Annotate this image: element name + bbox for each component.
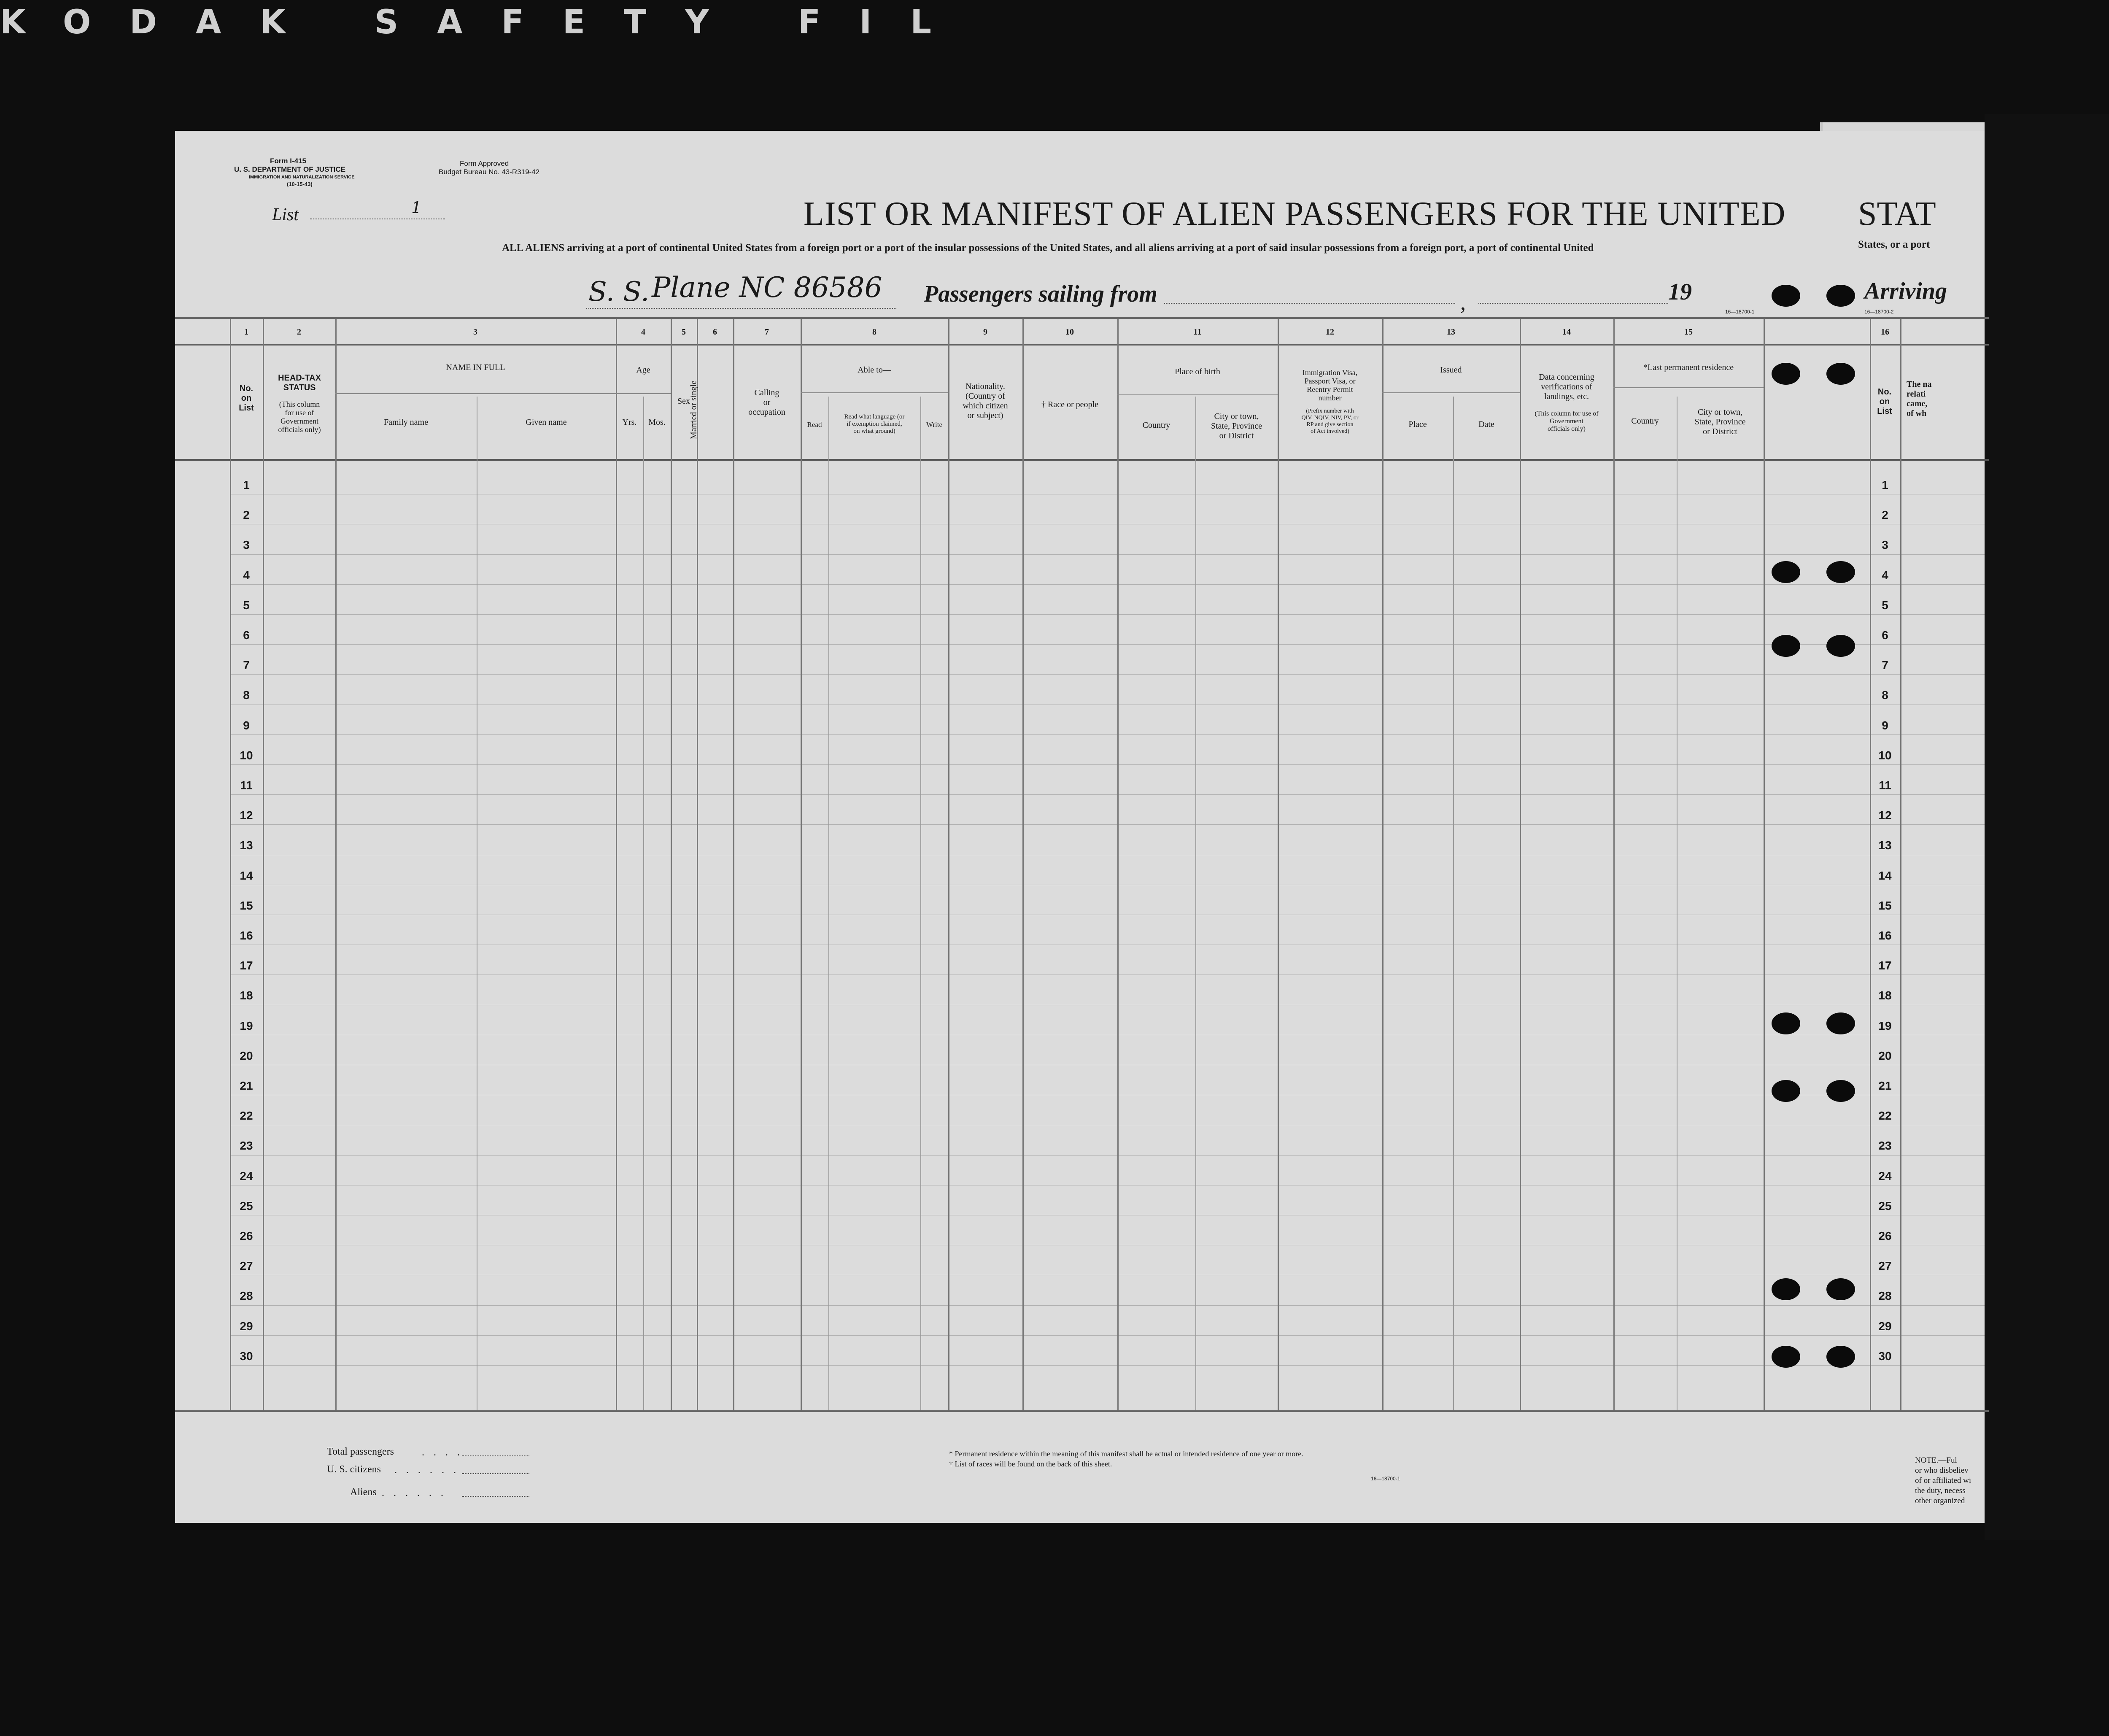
column-number: 6 [713, 327, 717, 337]
row-number: 24 [1878, 1169, 1892, 1183]
punch-hole [1826, 363, 1855, 385]
row-number: 4 [243, 569, 250, 582]
row-number: 16 [240, 929, 253, 942]
row-number: 28 [240, 1289, 253, 1302]
row-number: 29 [1878, 1320, 1892, 1333]
punch-hole [1826, 561, 1855, 583]
column-divider [1117, 319, 1119, 1410]
header-given-name: Given name [526, 418, 567, 427]
subheader-rule [1613, 387, 1764, 388]
manifest-sheet [175, 131, 1989, 1523]
header-age: Age [636, 365, 650, 375]
row-number: 27 [240, 1259, 253, 1272]
subheader-rule [1117, 394, 1278, 395]
punch-hole [1826, 1012, 1855, 1034]
row-rule [230, 734, 1985, 735]
note-right-fragment: NOTE.—Ful or who disbeliev of or affiliated wi the duty, necess other organized [1915, 1456, 1971, 1505]
punch-hole [1772, 285, 1800, 307]
header-able-to: Able to— [858, 365, 891, 375]
row-rule [230, 614, 1985, 615]
header-data-note: (This column for use of Government officials only) [1535, 410, 1599, 432]
sailing-date-line [1478, 303, 1668, 304]
row-number: 8 [243, 688, 250, 702]
header-read-language: Read what language (or if exemption claimed, on what ground) [844, 413, 905, 435]
row-number: 18 [240, 989, 253, 1002]
punch-hole [1826, 1080, 1855, 1102]
row-number: 26 [240, 1229, 253, 1242]
list-label: List [272, 205, 299, 224]
header-race: † Race or people [1041, 400, 1098, 409]
punch-hole [1772, 1012, 1800, 1034]
punch-hole [1772, 561, 1800, 583]
row-number: 22 [240, 1109, 253, 1122]
column-divider [643, 397, 644, 1410]
form-date-code: (10-15-43) [287, 181, 313, 187]
header-name-in-full: NAME IN FULL [446, 363, 505, 372]
footnote-code: 16—18700-1 [1371, 1476, 1400, 1482]
row-rule [230, 764, 1985, 765]
column-number: 2 [297, 327, 301, 337]
row-number: 24 [240, 1169, 253, 1183]
row-number: 13 [1878, 839, 1892, 852]
header-read: Read [807, 421, 822, 429]
column-number: 1 [244, 327, 248, 337]
punch-hole [1826, 285, 1855, 307]
header-birth-country: Country [1142, 421, 1170, 430]
aliens-label: Aliens [350, 1487, 377, 1498]
subheader-rule [801, 392, 948, 393]
header-write: Write [926, 421, 943, 429]
header-issued-date: Date [1478, 420, 1494, 429]
header-nationality: Nationality. (Country of which citizen or subject) [963, 382, 1008, 420]
header-residence-city: City or town, State, Province or District [1694, 408, 1746, 436]
header-data-concerning: Data concerning verifications of landings, etc. [1539, 373, 1594, 401]
page-title-continued: STAT [1858, 195, 1936, 232]
arriving-label: Arriving [1864, 278, 1947, 304]
subtitle-continued: States, or a port [1858, 239, 1930, 250]
row-number: 7 [1882, 659, 1888, 672]
column-number: 11 [1193, 327, 1202, 337]
row-number: 27 [1878, 1259, 1892, 1272]
column-divider [616, 319, 617, 1410]
column-divider [1900, 319, 1901, 1410]
department: U. S. DEPARTMENT OF JUSTICE [234, 165, 346, 173]
aliens-dots: . . . . . . [382, 1488, 447, 1498]
row-number: 10 [1878, 749, 1892, 762]
film-shadow [1985, 114, 2109, 1540]
header-residence-country: Country [1631, 416, 1659, 426]
row-number: 9 [1882, 719, 1888, 732]
column-number: 12 [1326, 327, 1334, 337]
row-number: 21 [240, 1079, 253, 1092]
header-head-tax: HEAD-TAX STATUS [278, 373, 321, 392]
year-label: 19 [1668, 279, 1692, 305]
row-number: 20 [1878, 1049, 1892, 1062]
column-divider [335, 319, 337, 1410]
table-bottom-rule [175, 1410, 1989, 1412]
header-yrs: Yrs. [622, 418, 637, 427]
sailing-port-line [1164, 303, 1455, 304]
column-divider [801, 319, 802, 1410]
vessel-prefix: S. S. [588, 276, 650, 308]
budget-bureau: Budget Bureau No. 43-R319-42 [439, 168, 540, 176]
column-number: 8 [872, 327, 877, 337]
us-citizens-label: U. S. citizens [327, 1464, 381, 1475]
punch-hole [1826, 635, 1855, 657]
vessel-name: Plane NC 86586 [652, 271, 882, 304]
column-divider [733, 319, 734, 1410]
row-number: 15 [1878, 899, 1892, 912]
column-divider [948, 319, 949, 1410]
total-passengers-label: Total passengers [327, 1446, 394, 1457]
column-number: 13 [1447, 327, 1455, 337]
row-number: 9 [243, 719, 250, 732]
column-divider [828, 397, 829, 1410]
header-family-name: Family name [384, 418, 428, 427]
row-number: 17 [1878, 959, 1892, 972]
header-visa: Immigration Visa, Passport Visa, or Reentry Permit number [1302, 368, 1358, 402]
row-number: 6 [243, 629, 250, 642]
punch-hole [1772, 1278, 1800, 1300]
aliens-line[interactable] [462, 1496, 529, 1497]
row-number: 14 [1878, 869, 1892, 882]
row-number: 10 [240, 749, 253, 762]
row-number: 12 [1878, 809, 1892, 822]
row-number: 30 [1878, 1350, 1892, 1363]
row-rule [230, 674, 1985, 675]
punch-hole [1826, 1346, 1855, 1368]
column-number: 9 [983, 327, 987, 337]
column-divider [1278, 319, 1279, 1410]
row-number: 2 [1882, 508, 1888, 521]
row-number: 13 [240, 839, 253, 852]
column-divider [920, 397, 921, 1410]
header-bottom-rule [175, 459, 1989, 461]
punch-hole [1772, 363, 1800, 385]
row-number: 15 [240, 899, 253, 912]
sailing-from-label: Passengers sailing from [924, 281, 1157, 307]
row-number: 20 [240, 1049, 253, 1062]
column-number: 14 [1562, 327, 1571, 337]
subheader-rule [1382, 392, 1520, 393]
header-visa-note: (Prefix number with QIV, NQIV, NIV, PV, or RP and give section of Act involved) [1301, 408, 1359, 435]
row-rule [230, 794, 1985, 795]
us-citizens-line[interactable] [462, 1473, 529, 1474]
film-edge-text: KODAK SAFETY FIL [0, 3, 970, 41]
row-number: 5 [243, 599, 250, 612]
row-number: 11 [240, 779, 253, 792]
row-number: 5 [1882, 599, 1888, 612]
total-passengers-line[interactable] [462, 1455, 529, 1456]
footnote-permanent: * Permanent residence within the meaning of this manifest shall be actual or intended residence of one year or more. [949, 1450, 1303, 1458]
row-number: 4 [1882, 569, 1888, 582]
column-number: 10 [1065, 327, 1074, 337]
column-number: 16 [1881, 327, 1889, 337]
column-divider [1453, 397, 1454, 1410]
header-birth-city: City or town, State, Province or District [1211, 412, 1262, 440]
row-number: 11 [1879, 779, 1891, 792]
punch-hole [1772, 1346, 1800, 1368]
header-married-single: Married or single [689, 381, 699, 439]
table-top-rule [175, 317, 1989, 319]
row-number: 12 [240, 809, 253, 822]
row-number: 3 [1882, 538, 1888, 551]
page-title: LIST OR MANIFEST OF ALIEN PASSENGERS FOR THE UNITED [804, 195, 1786, 232]
row-number: 25 [1878, 1199, 1892, 1212]
row-number: 19 [1878, 1019, 1892, 1032]
service: IMMIGRATION AND NATURALIZATION SERVICE [249, 175, 355, 180]
row-number: 3 [243, 538, 250, 551]
column-divider [1613, 319, 1615, 1410]
subtitle: ALL ALIENS arriving at a port of continental United States from a foreign port or a port of the insular possessions of the United States, and all aliens arriving at a port of said insular possessions from a foreign port, a port of continental United [502, 242, 1594, 254]
row-rule [230, 824, 1985, 825]
column-divider [1195, 397, 1196, 1410]
column-number: 4 [641, 327, 645, 337]
row-rule [230, 554, 1985, 555]
column-divider [671, 319, 672, 1410]
row-number: 28 [1878, 1289, 1892, 1302]
us-citizens-dots: . . . . . . [394, 1465, 459, 1476]
header-calling: Calling or occupation [748, 388, 785, 417]
form-id: Form I-415 [270, 157, 306, 165]
column-number-rule [175, 344, 1989, 346]
row-number: 8 [1882, 688, 1888, 702]
column-divider [1382, 319, 1384, 1410]
row-number: 14 [240, 869, 253, 882]
column-divider [1520, 319, 1521, 1410]
list-number: 1 [411, 198, 422, 217]
row-number: 18 [1878, 989, 1892, 1002]
footnote-races: † List of races will be found on the back of this sheet. [949, 1460, 1112, 1468]
header-last-residence: *Last permanent residence [1643, 363, 1734, 372]
subheader-rule [616, 393, 671, 394]
row-number: 23 [1878, 1139, 1892, 1152]
row-number: 26 [1878, 1229, 1892, 1242]
header-mos: Mos. [648, 418, 666, 427]
header-name-relative: The na relati came, of wh [1907, 380, 1932, 418]
vessel-line [586, 308, 896, 309]
column-number: 7 [765, 327, 769, 337]
column-divider [697, 319, 698, 1410]
row-number: 1 [1882, 478, 1888, 491]
print-code-right: 16—18700-2 [1864, 309, 1894, 315]
row-rule [230, 1335, 1985, 1336]
header-sex: Sex [677, 397, 690, 406]
row-number: 25 [240, 1199, 253, 1212]
column-divider [263, 319, 264, 1410]
row-number: 2 [243, 508, 250, 521]
form-approved: Form Approved [460, 159, 509, 167]
row-number: 29 [240, 1320, 253, 1333]
column-divider [1764, 319, 1765, 1410]
row-rule [230, 644, 1985, 645]
comma: , [1460, 291, 1466, 315]
row-number: 22 [1878, 1109, 1892, 1122]
row-rule [230, 584, 1985, 585]
punch-hole [1772, 635, 1800, 657]
row-number: 7 [243, 659, 250, 672]
header-no-on-list-right: No. on List [1877, 387, 1892, 416]
header-issued: Issued [1440, 365, 1462, 375]
print-code-left: 16—18700-1 [1725, 309, 1755, 315]
row-number: 1 [243, 478, 250, 491]
row-number: 19 [240, 1019, 253, 1032]
punch-hole [1826, 1278, 1855, 1300]
header-issued-place: Place [1408, 420, 1427, 429]
total-passengers-dots: . . . . [422, 1447, 463, 1458]
row-number: 30 [240, 1350, 253, 1363]
row-rule [230, 1305, 1985, 1306]
row-rule [230, 1365, 1985, 1366]
row-number: 21 [1878, 1079, 1892, 1092]
row-rule [230, 1155, 1985, 1156]
column-divider [1022, 319, 1024, 1410]
row-number: 23 [240, 1139, 253, 1152]
column-number: 15 [1684, 327, 1693, 337]
punch-hole [1772, 1080, 1800, 1102]
column-number: 5 [682, 327, 686, 337]
row-number: 16 [1878, 929, 1892, 942]
row-number: 17 [240, 959, 253, 972]
header-place-of-birth: Place of birth [1175, 367, 1220, 376]
subheader-rule [335, 393, 616, 394]
row-number: 6 [1882, 629, 1888, 642]
column-number: 3 [473, 327, 477, 337]
header-head-tax-note: (This column for use of Government officials only) [278, 400, 321, 434]
header-no-on-list: No. on List [239, 384, 254, 413]
